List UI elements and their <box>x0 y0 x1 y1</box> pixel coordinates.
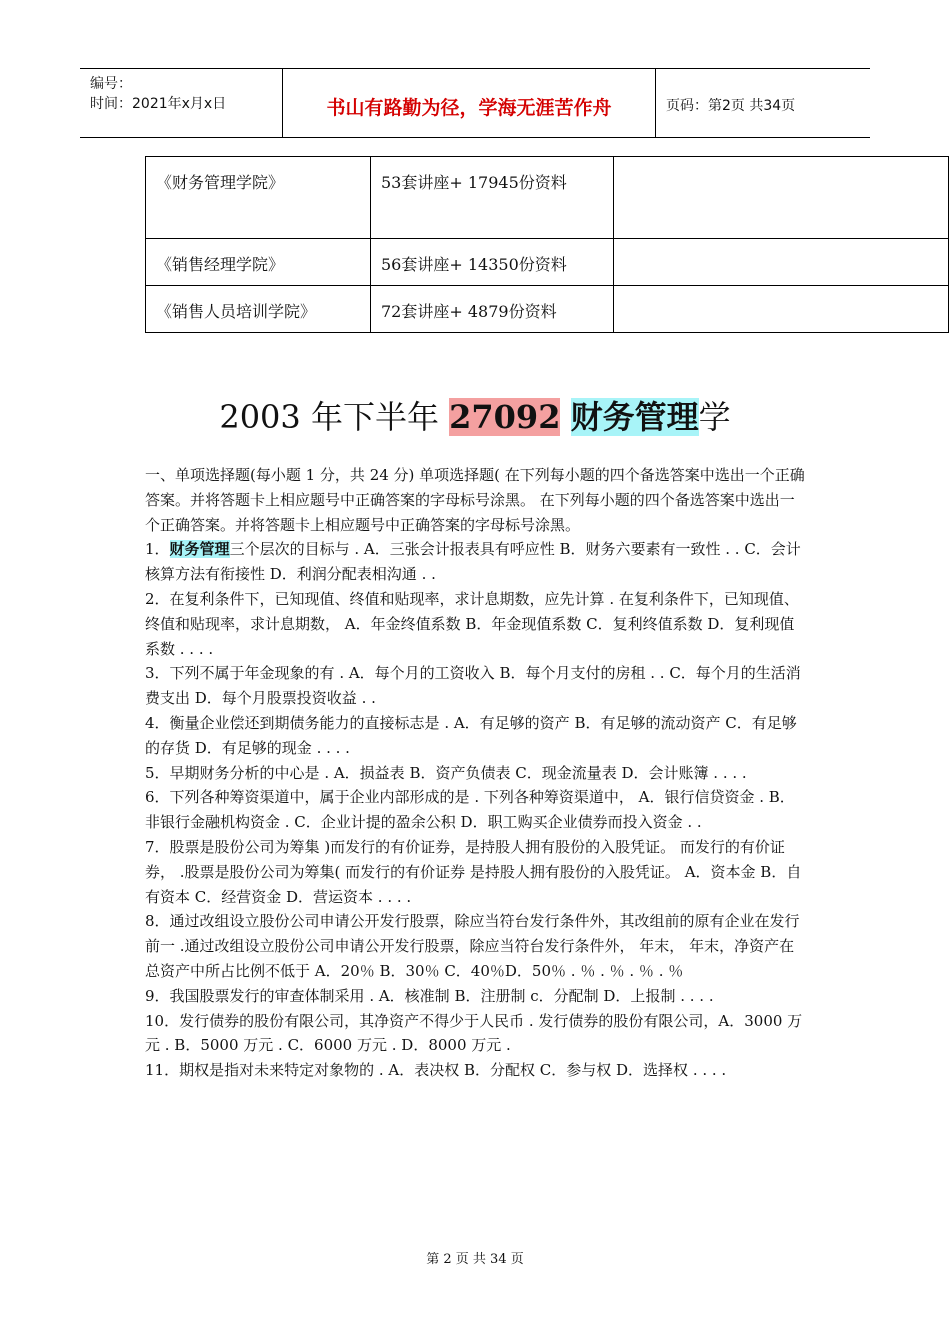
q1-prefix: 1． <box>145 540 170 559</box>
q1-highlight: 财务管理 <box>169 540 230 559</box>
title-space <box>560 398 570 436</box>
page-label: 页码：第2页 共34页 <box>666 98 796 114</box>
table-row <box>146 286 949 333</box>
resource-extra <box>614 157 949 239</box>
table-row <box>146 239 949 286</box>
resource-extra <box>614 286 949 333</box>
motto-text: 书山有路勤为径，学海无涯苦作舟 <box>326 97 612 119</box>
question-item: 10．发行债券的股份有限公司，其净资产不得少于人民币 . 发行债券的股份有限公司，A．3000 万元 . B．5000 万元 . C．6000 万元 . D．8000 万元 . <box>145 1011 803 1055</box>
title-subject-rest: 学 <box>698 398 731 436</box>
question-item: 8．通过改组设立股份公司申请公开发行股票，除应当符台发行条件外，其改组前的原有企业在发行前一 .通过改组设立股份公司申请公开发行股票，除应当符台发行条件外， 年末， 年末，净资产在总资产中所占比例不低于 A．20％ B．30％ C．40％D．50％ . ％ . ％ . ％ . ％ <box>145 912 800 980</box>
resource-name: 《销售人员培训学院》 <box>146 286 371 333</box>
question-item <box>145 537 805 587</box>
question-item: 4．衡量企业偿还到期债务能力的直接标志是 . A．有足够的资产 B．有足够的流动资产 C．有足够的存货 D．有足够的现金 . . . . <box>145 713 797 757</box>
number-label: 编号： <box>90 76 132 92</box>
table-row <box>146 157 949 239</box>
question-item: 3．下列不属于年金现象的有 . A．每个月的工资收入 B．每个月支付的房租 . . C．每个月的生活消费支出 D．每个月股票投资收益 . . <box>145 664 801 708</box>
resource-table <box>145 156 949 333</box>
resource-name: 《财务管理学院》 <box>146 157 371 239</box>
header-page-cell <box>656 69 870 137</box>
question-body <box>145 463 805 1083</box>
title-prefix: 2003 年下半年 <box>219 398 450 436</box>
section-intro: 一、单项选择题(每小题 1 分，共 24 分) 单项选择题( 在下列每小题的四个备选答案中选出一个正确答案。并将答题卡上相应题号中正确答案的字母标号涂黑。 在下列每小题的四个备选答案中选出一个正确答案。并将答题卡上相应题号中正确答案的字母标号涂黑。 <box>145 466 805 534</box>
question-item: 11．期权是指对未来特定对象物的 . A．表决权 B．分配权 C．参与权 D．选择权 . . . . <box>145 1061 727 1080</box>
question-item: 9．我国股票发行的审查体制采用 . A．核准制 B．注册制 c．分配制 D．上报制 . . . . <box>145 986 714 1005</box>
question-item: 2．在复利条件下，已知现值、终值和贴现率，求计息期数，应先计算 . 在复利条件下，已知现值、终值和贴现率，求计息期数， A．年金终值系数 B．年金现值系数 C．复利终值系数 D．复利现值系数 . . . . <box>145 589 799 658</box>
q1-rest: 三个层次的目标与 . A．三张会计报表具有呼应性 B．财务六要素有一致性 . . C．会计核算方法有衔接性 D．利润分配表相沟通 . . <box>145 540 801 584</box>
question-item: 7．股票是股份公司为筹集 )而发行的有价证券，是持股人拥有股份的入股凭证。 而发行的有价证券， .股票是股份公司为筹集( 而发行的有价证券 是持股人拥有股份的入股凭证。 A．资本金 B．自有资本 C．经营资金 D．营运资本 . . . . <box>145 837 802 906</box>
resource-count: 56套讲座+ 14350份资料 <box>371 239 614 286</box>
resource-extra <box>614 239 949 286</box>
title-code: 27092 <box>449 398 561 436</box>
time-label: 时间：2021年x月x日 <box>90 96 227 112</box>
header-meta-cell <box>80 69 283 137</box>
question-item: 6．下列各种筹资渠道中，属于企业内部形成的是 . 下列各种筹资渠道中， A．银行信贷资金 . B．非银行金融机构资金 . C．企业计提的盈余公积 D．职工购买企业债券而投入资金 . . <box>145 788 795 832</box>
page-footer: 第 2 页 共 34 页 <box>426 1252 524 1267</box>
question-item: 5．早期财务分析的中心是 . A．损益表 B．资产负债表 C．现金流量表 D．会计账簿 . . . . <box>145 763 747 782</box>
resource-count: 72套讲座+ 4879份资料 <box>371 286 614 333</box>
title-subject-highlight: 财务管理 <box>570 398 699 436</box>
resource-count: 53套讲座+ 17945份资料 <box>371 157 614 239</box>
resource-name: 《销售经理学院》 <box>146 239 371 286</box>
header-motto-cell <box>283 69 656 137</box>
document-title <box>0 392 950 438</box>
page-header <box>80 68 870 138</box>
